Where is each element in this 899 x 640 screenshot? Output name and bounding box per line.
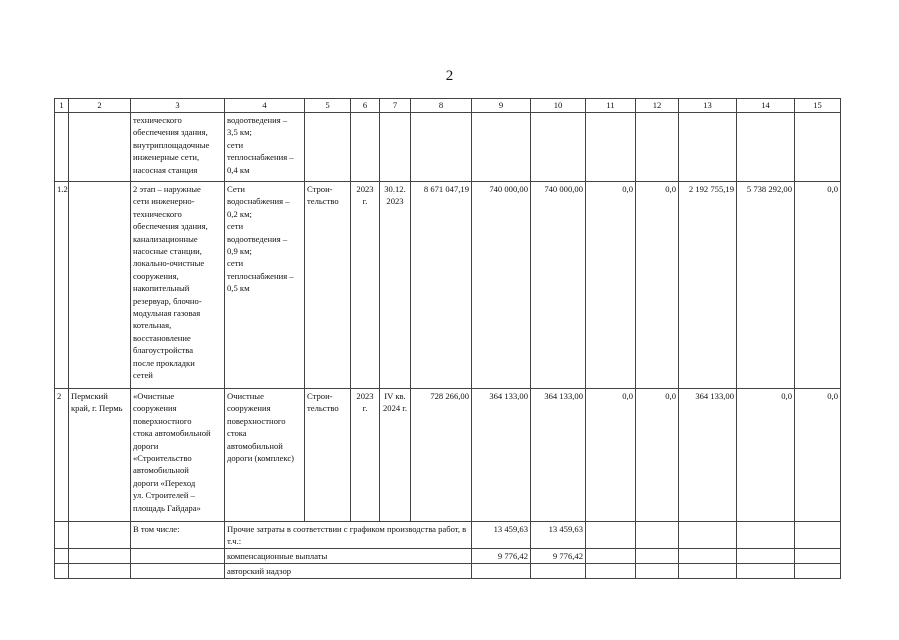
cell-value: 0,0 — [586, 182, 636, 389]
cell-object-description: технического обеспечения здания, внутриплощадочные инженерные сети, насосная станция — [131, 113, 225, 182]
cell-value: 0,0 — [636, 389, 679, 522]
cell-capacity: Сети водоснабжения – 0,2 км; сети водоотведения – 0,9 км; сети теплоснабжения – 0,5 км — [225, 182, 305, 389]
cell-value: 0,0 — [586, 389, 636, 522]
cell-value: 5 738 292,00 — [737, 182, 795, 389]
budget-table — [54, 98, 841, 579]
col-header: 7 — [380, 99, 411, 113]
cell-value: 9 776,42 — [531, 549, 586, 564]
col-header: 2 — [69, 99, 131, 113]
cell-value: 9 776,42 — [472, 549, 531, 564]
cell-item-number: 2 — [55, 389, 69, 522]
col-header: 8 — [411, 99, 472, 113]
cell-value: 364 133,00 — [531, 389, 586, 522]
table-row-continuation — [55, 113, 841, 182]
cell-capacity: Очистные сооружения поверхностного стока автомобильной дороги (комплекс) — [225, 389, 305, 522]
cell-work-type: Строи- тельство — [305, 182, 351, 389]
col-header: 13 — [679, 99, 737, 113]
cell-object-description: «Очистные сооружения поверхностного стока автомобильной дороги «Строительство автомобильной дороги «Переход ул. Строителей – площадь Гайдара» — [131, 389, 225, 522]
col-header: 10 — [531, 99, 586, 113]
cell-end-date: 30.12. 2023 — [380, 182, 411, 389]
cell-start-year: 2023 г. — [351, 182, 380, 389]
cell-start-year: 2023 г. — [351, 389, 380, 522]
cell-work-type: Строи- тельство — [305, 389, 351, 522]
cell-value: 364 133,00 — [679, 389, 737, 522]
cell-value: 13 459,63 — [531, 522, 586, 549]
table-row-other-costs — [55, 522, 841, 549]
cell-value: 740 000,00 — [531, 182, 586, 389]
cell-other-costs-label: Прочие затраты в соответствии с графиком производства работ, в т.ч.: — [225, 522, 472, 549]
cell-total-cost: 728 266,00 — [411, 389, 472, 522]
col-header: 9 — [472, 99, 531, 113]
col-header: 12 — [636, 99, 679, 113]
cell-total-cost: 8 671 047,19 — [411, 182, 472, 389]
table-row-2 — [55, 389, 841, 522]
cell-compensation-label: компенсационные выплаты — [225, 549, 472, 564]
cell-end-date: IV кв. 2024 г. — [380, 389, 411, 522]
col-header: 4 — [225, 99, 305, 113]
cell-value: 2 192 755,19 — [679, 182, 737, 389]
cell-item-number: 1.2 — [55, 182, 69, 389]
page-number: 2 — [445, 68, 454, 84]
cell-value: 364 133,00 — [472, 389, 531, 522]
col-header: 11 — [586, 99, 636, 113]
cell-value: 0,0 — [636, 182, 679, 389]
cell-value: 0,0 — [737, 389, 795, 522]
table-row-compensation — [55, 549, 841, 564]
col-header: 3 — [131, 99, 225, 113]
cell-value: 0,0 — [795, 182, 841, 389]
table-row-1-2 — [55, 182, 841, 389]
cell-value: 13 459,63 — [472, 522, 531, 549]
col-header: 5 — [305, 99, 351, 113]
header-row — [55, 99, 841, 113]
col-header: 14 — [737, 99, 795, 113]
col-header: 15 — [795, 99, 841, 113]
cell-capacity: водоотведения – 3,5 км; сети теплоснабжения – 0,4 км — [225, 113, 305, 182]
col-header: 1 — [55, 99, 69, 113]
cell-location: Пермский край, г. Пермь — [69, 389, 131, 522]
col-header: 6 — [351, 99, 380, 113]
cell-object-description: 2 этап – наружные сети инженерно- технического обеспечения здания, канализационные насосные станции, локально-очистные сооружения, накопительный резервуар, блочно- модульная газовая котельная, восстановление благоустройства после прокладки сетей — [131, 182, 225, 389]
table-row-author-supervision — [55, 564, 841, 579]
cell-including-label: В том числе: — [131, 522, 225, 549]
cell-value: 0,0 — [795, 389, 841, 522]
cell-value: 740 000,00 — [472, 182, 531, 389]
cell-author-supervision-label: авторский надзор — [225, 564, 472, 579]
